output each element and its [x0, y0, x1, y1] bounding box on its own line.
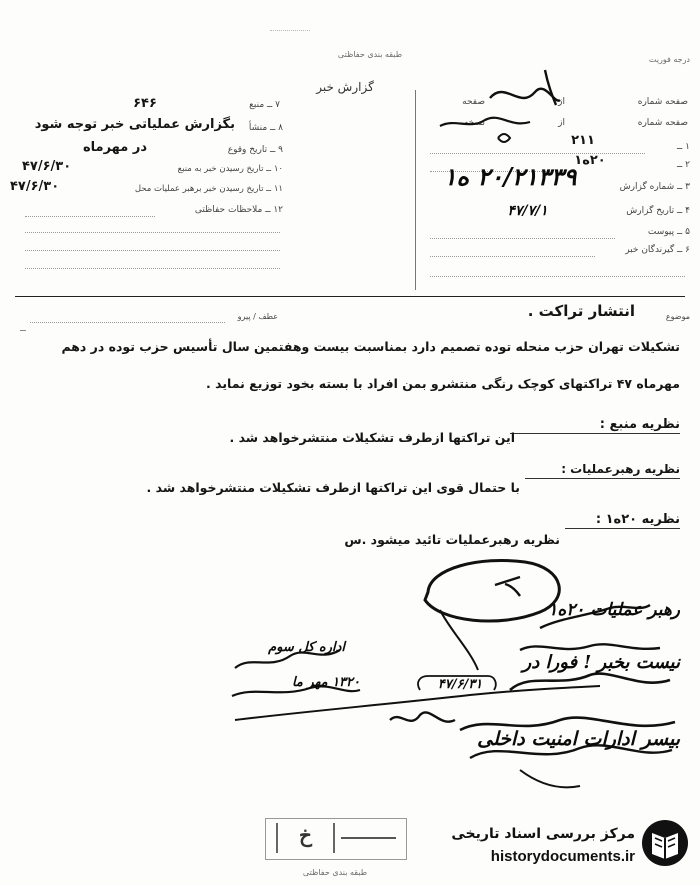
classification-bottom: طبقه بندی حفاظتی [302, 868, 368, 877]
field-label: ۲ ــ [677, 160, 690, 170]
report-title: گزارش خبر [316, 80, 374, 94]
stamp-text: خ [276, 823, 335, 853]
field-label: ۱۱ ــ تاریخ رسیدن خبر برهبر عملیات محل [134, 184, 283, 194]
logo-url: historydocuments.ir [490, 848, 635, 865]
classification-top: طبقه بندی حفاظتی [337, 50, 403, 59]
field-label: ۴ ــ تاریخ گزارش [626, 206, 690, 216]
opinion-label: نظریه منبع : [599, 417, 680, 432]
reference-label: عطف / پیرو [237, 312, 278, 321]
book-logo-icon [640, 818, 690, 868]
field-label: ۵ ــ پیوست [647, 227, 690, 237]
field-label: ۷ ــ منبع [249, 100, 280, 110]
handwritten-note-line1: رهبر عملیات ۲۰ه۱ [548, 600, 680, 620]
priority-label: درجه فوریت [648, 55, 690, 64]
field-label: صفحه شماره [637, 118, 688, 128]
field-label: ۱۲ ــ ملاحظات حفاظتی [194, 205, 283, 215]
field-label: ۹ ــ تاریخ وقوع [227, 145, 283, 155]
field-value: ۶۴۶ [133, 96, 157, 111]
field-label: ۸ ــ منشأ [248, 123, 283, 133]
subject-label: موضوع [665, 312, 690, 321]
subject-value: انتشار تراکت . [527, 302, 635, 320]
field-label: ۳ ــ شماره گزارش [619, 182, 690, 192]
field-value: ۲۰/۲۱۳۳۹ ه۱ [443, 162, 577, 191]
field-value: ۲۱۱ [571, 133, 595, 148]
opinion-text: نظریه رهبرعملیات تائید میشود .س [344, 532, 560, 547]
opinion-label: نظریه ۲۰ه۱ : [595, 512, 680, 527]
field-value: در مهرماه [82, 140, 147, 155]
field-value: بگزارش عملیاتی خبر توجه شود [34, 117, 235, 132]
body-line: مهرماه ۴۷ تراکتهای کوچک رنگی منتشرو بمن افراد با بسته بخود توزیع نماید . [206, 376, 680, 391]
field-value: ۲۰ه۱ [574, 153, 606, 168]
field-suffix: صفحه [462, 97, 485, 107]
field-suffix: نسخه [463, 118, 485, 128]
field-label: صفحه شماره [637, 97, 688, 107]
field-value: ۴۷/۷/۱ [507, 203, 548, 219]
field-suffix: از [558, 118, 565, 128]
handwritten-date: ۴۷/۶/۳۱ [437, 677, 483, 692]
opinion-label: نظریه رهبرعملیات : [561, 462, 680, 476]
field-label: ۱۰ ــ تاریخ رسیدن خبر به منبع [177, 164, 283, 174]
handwritten-left-note2: ۱۳۲۰ مهر ما [291, 675, 360, 690]
handwritten-left-note1: اداره کل سوم [268, 640, 345, 655]
field-value: ۴۷/۶/۳۰ [22, 159, 72, 174]
opinion-text: با حتمال قوی این تراکتها ازطرف تشکیلات منتشرخواهد شد . [146, 480, 520, 495]
opinion-text: این تراکتها ازطرف تشکیلات منتشرخواهد شد . [229, 430, 515, 445]
field-label: ۱ ــ [677, 142, 690, 152]
field-value: ۴۷/۶/۳۰ [10, 179, 60, 194]
handwritten-note-line2: نیست بخبر ! فورا در [522, 652, 680, 673]
field-label: ۶ ــ گیرندگان خبر [625, 245, 690, 255]
field-suffix: از [558, 97, 565, 107]
body-line: تشکیلات تهران حزب منحله توده تصمیم دارد بمناسبت بیست وهفتمین سال تأسیس حزب توده در دهم [61, 339, 680, 354]
stamp-bar [341, 837, 396, 839]
handwritten-note-line3: بیسر ادارات امنیت داخلی [477, 728, 680, 750]
footer-stamp [265, 818, 407, 860]
logo-title: مرکز بررسی اسناد تاریخی [451, 826, 635, 842]
